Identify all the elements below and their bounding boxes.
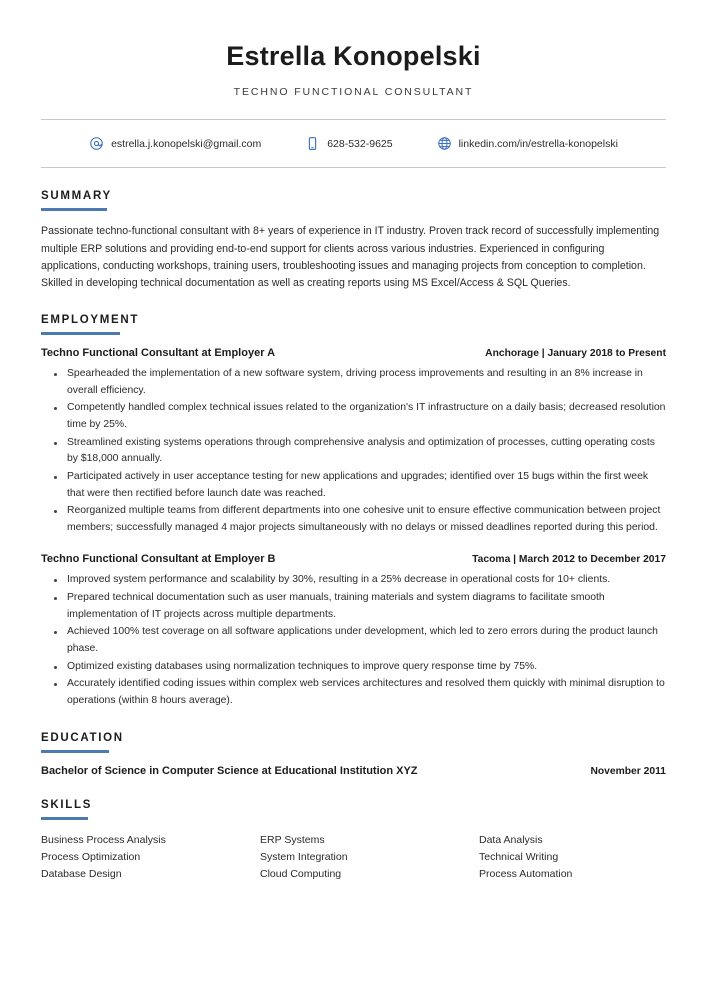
candidate-name: Estrella Konopelski	[226, 41, 481, 71]
list-item: Prepared technical documentation such as user manuals, training materials and system diagrams to facilitate smooth implementation of IT projects across multiple departments.	[67, 590, 666, 623]
contact-email-text: estrella.j.konopelski@gmail.com	[111, 137, 262, 150]
list-item: Optimized existing databases using normalization techniques to improve query response time by 75%.	[67, 659, 666, 676]
section-title-education: EDUCATION	[41, 731, 124, 744]
list-item: Streamlined existing systems operations through comprehensive analysis and optimization of processes, cutting operating costs by $18,000 annually.	[67, 435, 666, 468]
header-divider-bottom	[41, 167, 666, 168]
globe-website-icon	[437, 136, 452, 151]
contact-item-email[interactable]	[89, 136, 261, 151]
section-underline-summary	[41, 208, 107, 211]
skill-item: Technical Writing	[479, 850, 559, 863]
contact-item-phone[interactable]	[305, 136, 392, 151]
at-email-icon	[89, 136, 104, 151]
skill-item: Process Optimization	[41, 850, 141, 863]
list-item: Accurately identified coding issues within complex web services architectures and resolved them quickly with minimal disruption to operations (within 8 hours average).	[67, 676, 666, 709]
employment-entry-header	[41, 347, 666, 359]
section-underline-employment	[41, 332, 120, 335]
skill-item: Business Process Analysis	[41, 833, 166, 846]
employment-body	[41, 347, 666, 710]
summary-text: Passionate techno-functional consultant with 8+ years of experience in IT industry. Proven track record of successfully implementing multiple ERP solutions and providing end-to-end support for clients across various industries. Experienced in configuring applications, conducting workshops, training users, troubleshooting issues and managing projects from conception to completion. Skilled in developing technical documentation as well as creating reports using MS Excel/Access & SQL Queries.	[41, 225, 660, 289]
skill-item: System Integration	[260, 850, 348, 863]
employment-bullets	[41, 572, 666, 709]
education-date: November 2011	[590, 765, 666, 777]
section-employment	[41, 314, 666, 710]
education-body	[41, 765, 666, 777]
section-title-skills: SKILLS	[41, 798, 93, 811]
mobile-phone-icon	[305, 136, 320, 151]
section-title-summary: SUMMARY	[41, 190, 112, 203]
resume-header	[41, 0, 666, 98]
section-skills	[41, 799, 666, 883]
skill-item: Database Design	[41, 867, 122, 880]
list-item: Reorganized multiple teams from different departments into one cohesive unit to ensure effective communication between project members; successfully managed 4 major projects simultaneously with no delays or missed deadlines reported during this period.	[67, 503, 666, 536]
section-underline-skills	[41, 817, 88, 820]
list-item: Improved system performance and scalability by 30%, resulting in a 25% decrease in operational costs for 10+ clients.	[67, 572, 666, 589]
list-item: Competently handled complex technical issues related to the organization's IT infrastructure on a daily basis; decreased resolution time by 25%.	[67, 400, 666, 433]
skills-body	[41, 832, 666, 883]
contact-row	[41, 120, 666, 167]
employment-bullets	[41, 366, 666, 536]
contact-item-website[interactable]	[437, 136, 618, 151]
section-summary	[41, 190, 666, 292]
list-item: Spearheaded the implementation of a new software system, driving process improvements and resulting in an 8% increase in overall efficiency.	[67, 366, 666, 399]
employment-entry	[41, 553, 666, 709]
employment-entry-header	[41, 553, 666, 565]
education-degree: Bachelor of Science in Computer Science at Educational Institution XYZ	[41, 764, 418, 777]
employment-role: Techno Functional Consultant at Employer A	[41, 347, 276, 360]
skill-item: Data Analysis	[479, 833, 543, 846]
list-item: Participated actively in user acceptance testing for new applications and upgrades; identified over 15 bugs within the first week that were then rectified before launch date was reached.	[67, 469, 666, 502]
section-education	[41, 732, 666, 777]
skills-grid	[41, 832, 666, 883]
list-item: Achieved 100% test coverage on all software applications under development, which led to zero errors during the product launch phase.	[67, 624, 666, 657]
employment-entry	[41, 347, 666, 536]
section-underline-education	[41, 750, 109, 753]
employment-location-dates: Anchorage | January 2018 to Present	[485, 348, 666, 360]
summary-body	[41, 223, 666, 292]
skill-item: Process Automation	[479, 867, 573, 880]
employment-location-dates: Tacoma | March 2012 to December 2017	[472, 554, 666, 566]
education-entry	[41, 765, 666, 777]
skill-item: ERP Systems	[260, 833, 325, 846]
candidate-job-title: TECHNO FUNCTIONAL CONSULTANT	[233, 86, 474, 99]
skill-item: Cloud Computing	[260, 867, 342, 880]
contact-phone-text: 628-532-9625	[327, 137, 393, 150]
employment-role: Techno Functional Consultant at Employer B	[41, 553, 276, 566]
contact-website-text: linkedin.com/in/estrella-konopelski	[458, 137, 618, 150]
section-title-employment: EMPLOYMENT	[41, 314, 140, 327]
